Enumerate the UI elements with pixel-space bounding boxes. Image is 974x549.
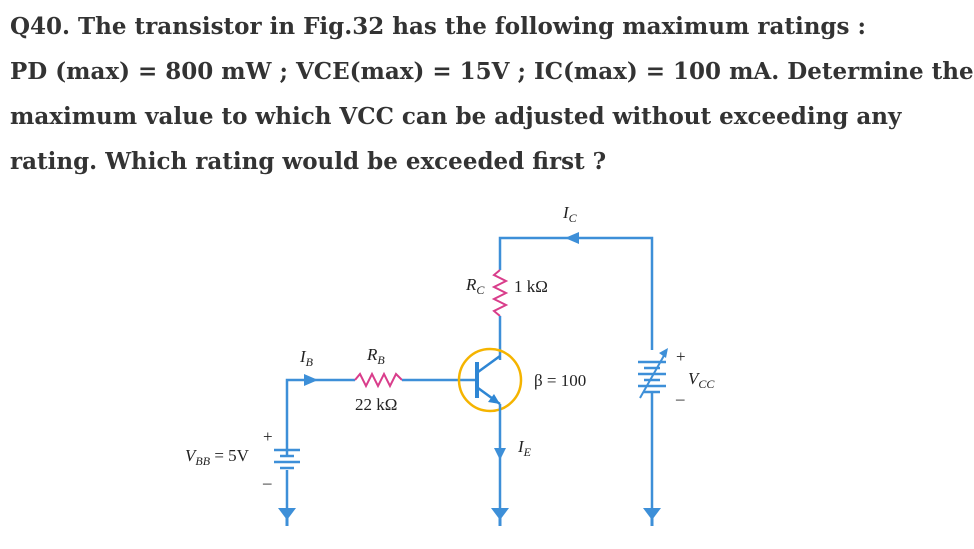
beta-label: β = 100 — [534, 371, 587, 390]
question-line-2: PD (max) = 800 mW ; VCE(max) = 15V ; IC(max) = 100 mA. Determine the — [10, 58, 974, 85]
ib-arrow — [304, 374, 318, 386]
vcc-plus: + — [676, 347, 686, 366]
ic-label: $I_C$ — [563, 203, 577, 225]
rc-label: $R_C$ — [466, 275, 485, 297]
ib-label: $I_B$ — [300, 347, 314, 369]
vbb-minus: – — [263, 473, 272, 492]
vbb-plus: + — [263, 427, 273, 446]
vcc-minus: – — [676, 389, 685, 408]
ie-arrow — [494, 448, 506, 460]
question-line-3: maximum value to which VCC can be adjusted without exceeding any — [10, 103, 902, 130]
question-line-1: Q40. The transistor in Fig.32 has the following maximum ratings : — [10, 13, 866, 40]
ie-label: $I_E$ — [518, 437, 532, 459]
rb-resistor — [355, 374, 402, 386]
transistor-collector — [478, 356, 500, 372]
base-wire-left — [287, 380, 355, 455]
vbb-label: $V_{BB} = 5V$ — [185, 446, 249, 468]
rb-value: 22 kΩ — [355, 395, 398, 414]
vcc-label: $V_{CC}$ — [688, 369, 715, 391]
rc-value: 1 kΩ — [514, 277, 548, 296]
rc-resistor — [494, 270, 506, 316]
ic-arrow — [565, 232, 579, 244]
question-line-4: rating. Which rating would be exceeded first ? — [10, 148, 607, 175]
rb-label: $R_B$ — [367, 345, 385, 367]
